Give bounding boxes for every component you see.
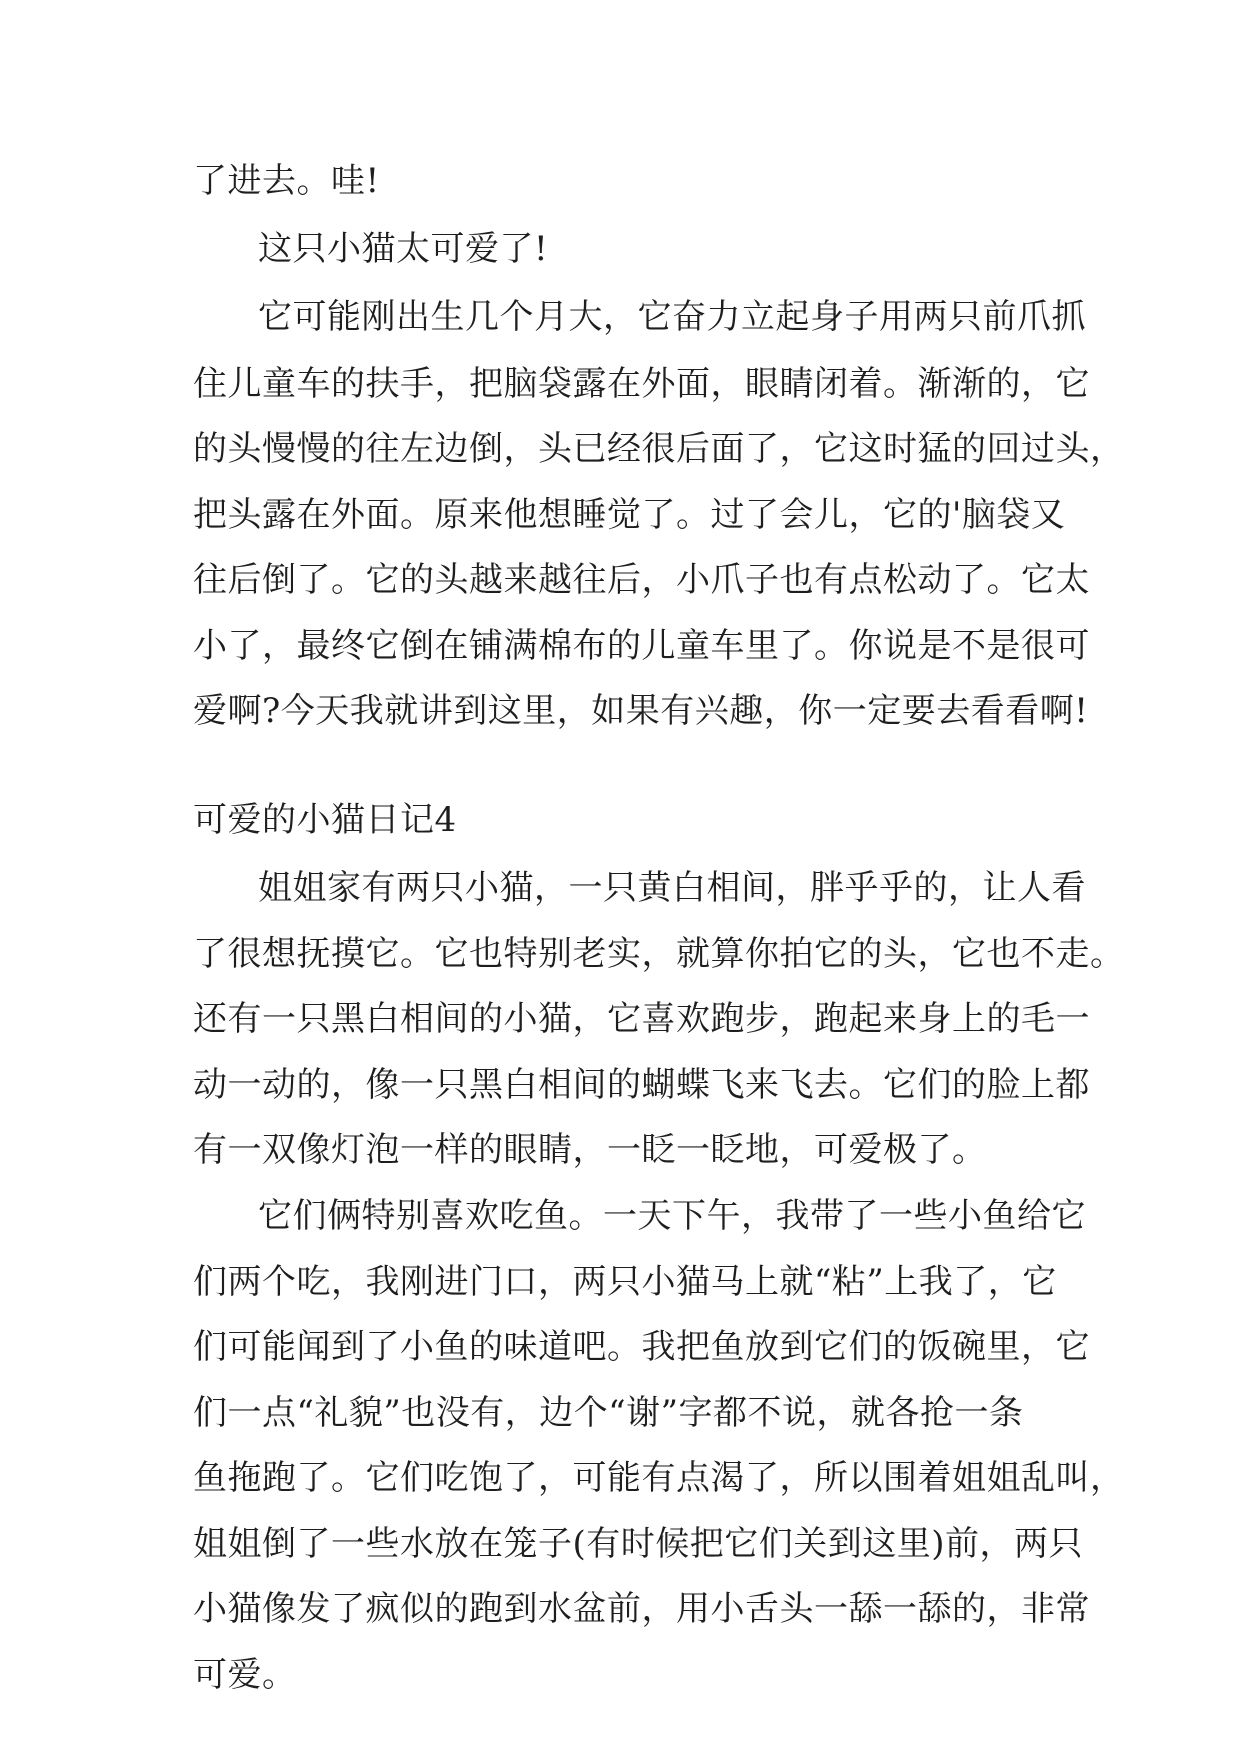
text-line: 还有一只黑白相间的小猫，它喜欢跑步，跑起来身上的毛一: [193, 999, 1090, 1039]
text-line: 往后倒了。它的头越来越往后，小爪子也有点松动了。它太: [193, 560, 1090, 600]
text-line: 们两个吃，我刚进门口，两只小猫马上就“粘”上我了，它: [193, 1262, 1057, 1302]
text-line: 可爱。: [193, 1655, 297, 1695]
text-line: 这只小猫太可爱了!: [258, 229, 549, 269]
text-line: 姐姐倒了一些水放在笼子(有时候把它们关到这里)前，两只: [193, 1524, 1084, 1564]
text-line: 鱼拖跑了。它们吃饱了，可能有点渴了，所以围着姐姐乱叫，: [193, 1458, 1125, 1498]
text-line: 们可能闻到了小鱼的味道吧。我把鱼放到它们的饭碗里，它: [193, 1327, 1090, 1367]
text-line: 小了，最终它倒在铺满棉布的儿童车里了。你说是不是很可: [193, 626, 1090, 666]
text-line: 了进去。哇!: [193, 161, 380, 201]
section-heading: 可爱的小猫日记4: [193, 800, 457, 840]
text-line: 姐姐家有两只小猫，一只黄白相间，胖乎乎的，让人看: [258, 868, 1086, 908]
text-line: 了很想抚摸它。它也特别老实，就算你拍它的头，它也不走。: [193, 934, 1125, 974]
text-line: 们一点“礼貌”也没有，边个“谢”字都不说，就各抢一条: [193, 1393, 1024, 1433]
text-line: 住儿童车的扶手，把脑袋露在外面，眼睛闭着。渐渐的，它: [193, 364, 1090, 404]
text-line: 它可能刚出生几个月大，它奋力立起身子用两只前爪抓: [258, 297, 1086, 337]
text-line: 小猫像发了疯似的跑到水盆前，用小舌头一舔一舔的，非常: [193, 1589, 1090, 1629]
text-line: 它们俩特别喜欢吃鱼。一天下午，我带了一些小鱼给它: [258, 1196, 1086, 1236]
text-line: 有一双像灯泡一样的眼睛，一眨一眨地，可爱极了。: [193, 1130, 987, 1170]
text-line: 爱啊?今天我就讲到这里，如果有兴趣，你一定要去看看啊!: [193, 691, 1089, 731]
text-line: 动一动的，像一只黑白相间的蝴蝶飞来飞去。它们的脸上都: [193, 1065, 1090, 1105]
text-line: 把头露在外面。原来他想睡觉了。过了会儿，它的'脑袋又: [193, 495, 1066, 535]
text-line: 的头慢慢的往左边倒，头已经很后面了，它这时猛的回过头，: [193, 429, 1125, 469]
